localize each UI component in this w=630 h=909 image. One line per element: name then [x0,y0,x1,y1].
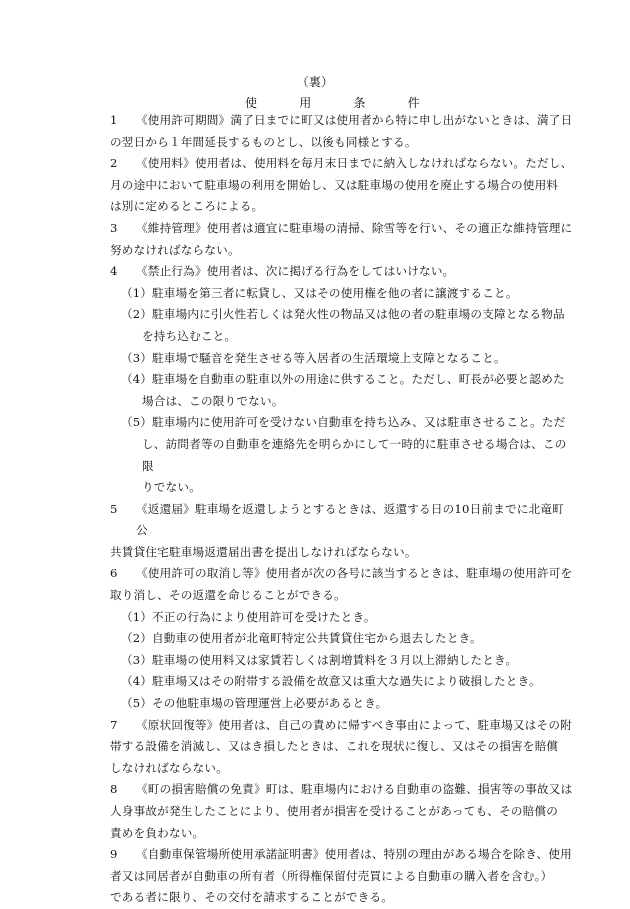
sub-clause [121,628,575,650]
sub-clause-number: （5） [121,696,153,711]
title-char: 条 [353,96,366,110]
clause-1 [110,110,575,153]
clause-number: 6 [110,566,118,581]
sub-clause-text: 駐車場で騒音を発生させる等入居者の生活環境上支障となること。 [152,350,506,365]
clause-text: 《自動車保管場所使用承諾証明書》使用者は、特別の理由がある場合を除き、使用 [136,847,572,862]
sub-clause [121,304,575,347]
sub-clause [121,412,575,498]
sub-clause-number: （5） [121,415,153,430]
clause-text: 《使用許可期間》満了日までに町又は使用者から特に申し出がないときは、満了日 [136,113,573,127]
clause-number: 3 [110,220,118,235]
clause-text: 《返還届》駐車場を返還しようとするときは、返還する日の10日前までに北竜町公 [136,501,564,538]
clause-text: 《維持管理》使用者は適宜に駐車場の清掃、除雪等を行い、その適正な維持管理に [136,220,573,235]
clause-text-continued: の翌日から１年間延長するものとし、以後も同様とする。 [110,134,417,149]
sub-clause-text: 不正の行為により使用許可を受けたとき。 [152,609,376,624]
clause-text-continued: 取り消し、その返還を命じることができる。 [110,588,346,603]
clause-text-continued: 責めを負わない。 [110,825,205,840]
sub-clause-number: （4） [121,372,153,387]
sub-clause-text: 駐車場を第三者に転貸し、又はその使用権を他の者に譲渡すること。 [152,285,518,300]
clause-7 [110,715,575,780]
sub-clause-number: （3） [121,652,153,667]
sub-clause-number: （4） [121,674,153,689]
sub-clause-text: その他駐車場の管理運営上必要があるとき。 [152,696,388,711]
clause-text-continued: 者又は同居者が自動車の所有者（所得権保留付売買による自動車の購入者を含む。） [110,868,553,883]
clause-3 [110,218,575,261]
clause-text-continued: 努めなければならない。 [110,242,240,257]
sub-clause-number: （1） [121,285,153,300]
sub-clause-text: 駐車場を自動車の駐車以外の用途に供すること。ただし、町長が必要と認めた [152,372,565,387]
title-char: 用 [299,96,312,110]
sub-clause-text-continued: りでない。 [142,480,201,495]
clause-text: 《町の損害賠償の免責》町は、駐車場内における自動車の盗難、損害等の事故又は [136,782,573,797]
clause-number: 8 [110,782,118,797]
sub-clause [121,369,575,412]
sub-clause [121,671,575,693]
clause-text-continued: 人身事故が発生したことにより、使用者が損害を受けることがあっても、その賠償の [110,804,559,818]
clause-6 [110,563,575,606]
clause-number: 5 [110,501,118,516]
clause-2 [110,153,575,218]
clause-9 [110,844,575,909]
sub-clause-text-continued: 場合は、この限りでない。 [142,393,284,408]
clause-4 [110,261,575,283]
clause-8 [110,779,575,844]
side-label: （裏） [296,75,334,89]
sub-clause [121,607,575,629]
conditions-list [110,110,575,909]
sub-clause [121,693,575,715]
sub-clause-number: （2） [121,631,153,646]
sub-clause-number: （1） [121,609,153,624]
sub-clause-text-continued: を持ち込むこと。 [142,328,237,343]
sub-clause-text: 自動車の使用者が北竜町特定公共賃貸住宅から退去したとき。 [152,631,482,646]
clause-number: 1 [110,113,118,127]
sub-clause [121,348,575,370]
clause-text-continued: 月の途中において駐車場の利用を開始し、又は駐車場の使用を廃止する場合の使用料 [110,177,559,192]
clause-text-continued: 共賃貸住宅駐車場返還届出書を提出しなければならない。 [110,544,417,559]
clause-text: 《原状回復等》使用者は、自己の責めに帰すべき事由によって、駐車場又はその附 [136,717,572,732]
clause-number: 7 [110,717,118,732]
sub-clause-text: 駐車場内に使用許可を受けない自動車を持ち込み、又は駐車させること。ただ [152,415,566,430]
clause-text-continued: しなければならない。 [110,760,228,775]
clause-number: 9 [110,847,118,862]
title-char: 件 [407,96,420,110]
clause-text-continued: 帯する設備を消滅し、又はき損したときは、これを現状に復し、又はその損害を賠償 [110,739,559,754]
sub-clause-text-continued: し、訪問者等の自動車を連絡先を明らかにして一時的に駐車させる場合は、この限 [142,436,567,473]
clause-number: 2 [110,156,118,171]
clause-number: 4 [110,264,118,279]
sub-clause-number: （3） [121,350,153,365]
clause-5 [110,499,575,564]
sub-clause [121,650,575,672]
sub-clause [121,283,575,305]
sub-clause-text: 駐車場の使用料又は家賃若しくは割増賃料を３月以上滞納したとき。 [152,652,518,667]
sub-clause-number: （2） [121,307,153,322]
clause-text: 《使用許可の取消し等》使用者が次の各号に該当するときは、駐車場の使用許可を [136,566,573,581]
title-char: 使 [245,96,258,110]
clause-text: 《使用料》使用者は、使用料を毎月末日までに納入しなければならない。ただし、 [136,156,573,171]
clause-text-continued: である者に限り、その交付を請求することができる。 [110,890,394,905]
page-title [245,94,420,111]
clause-text: 《禁止行為》使用者は、次に掲げる行為をしてはいけない。 [136,264,455,279]
sub-clause-text: 駐車場又はその附帯する設備を故意又は重大な過失により破損したとき。 [152,674,541,689]
clause-text-continued: は別に定めるところによる。 [110,199,264,214]
sub-clause-text: 駐車場内に引火性若しくは発火性の物品又は他の者の駐車場の支障となる物品 [152,307,565,322]
